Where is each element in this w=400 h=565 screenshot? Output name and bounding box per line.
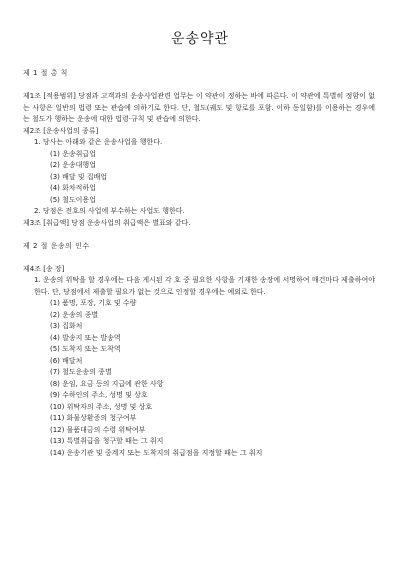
article-4-item: (6) 배달처 xyxy=(50,356,83,365)
article-2-item: (5) 철도이용업 xyxy=(50,195,96,204)
article-4-item: (14) 운송기관 및 중계지 또는 도착지의 취급점을 지정할 때는 그 취지 xyxy=(50,448,263,457)
spacer xyxy=(23,80,375,92)
article-2-item: (1) 운송취급업 xyxy=(50,149,96,158)
article-4-item: (10) 위탁자의 주소, 성명 및 상호 xyxy=(50,402,153,411)
document-title: 운송약관 xyxy=(170,31,230,47)
article-4-item: (4) 발송지 또는 발송역 xyxy=(50,333,121,342)
article-4-item: (3) 집화처 xyxy=(50,322,83,330)
article-2-item: (3) 배달 및 집배업 xyxy=(50,172,108,181)
article-4-item: (1) 품명, 포장, 기호 및 수량 xyxy=(50,299,137,307)
article-3-text: 제3조 [취급액] 당점 운송사업의 취급액은 별표와 같다. xyxy=(23,218,191,227)
article-4-clause-1: 1. 운송의 위탁을 할 경우에는 다음 게시된 각 호 중 필요한 사항을 기재한 송장에 서명하여 매건마다 제출하여야 한다. 단, 당점에서 제출할 필요가 없는 것으로 인정할 경우에는 예외로 한다. xyxy=(34,276,375,296)
article-4-item: (11) 화물상환증의 청구여부 xyxy=(50,414,137,422)
article-4-item: (8) 운임, 요금 등의 지급에 관한 사항 xyxy=(50,379,164,388)
article-2-clause-2: 2. 당점은 전호의 사업에 부수하는 사업도 행한다. xyxy=(34,207,185,215)
article-2-item: (2) 운송대행업 xyxy=(50,161,96,169)
chapter-2-heading: 제 2 절 운송의 인수 xyxy=(23,241,90,250)
article-4-item: (12) 물품대금의 수령 위탁여부 xyxy=(50,425,146,434)
spacer xyxy=(23,229,375,241)
chapter-1-heading: 제 1 절 총 칙 xyxy=(23,69,68,77)
article-2-heading: 제2조 [운송사업의 종류] xyxy=(23,126,99,135)
article-4-item: (13) 특별취급을 청구할 때는 그 취지 xyxy=(50,437,164,445)
article-2-intro: 1. 당사는 아래와 같은 운송사업을 행한다. xyxy=(34,138,163,146)
article-4-heading: 제4조 [송 장] xyxy=(23,264,65,273)
article-1-text: 제1조 [적용범위] 당점과 고객과의 운송사업관련 업무는 이 약관이 정하는 바에 따른다. 이 약관에 특별히 정함이 없는 사항은 일반의 법령 또는 관습에 의하기로 한다. 단, 철도(궤도 및 항로를 포함. 이하 동일함)를 이용하는 경우에는 철도가 행하는 운송에 대한 법령·규칙 및 관습에 의한다. xyxy=(23,92,375,123)
article-2-item: (4) 화차적하업 xyxy=(50,184,96,192)
article-4-item: (7) 철도운송의 종별 xyxy=(50,368,112,376)
article-4-item: (9) 수하인의 주소, 성명 및 상호 xyxy=(50,391,148,399)
spacer xyxy=(23,252,375,264)
article-4-item: (5) 도착지 또는 도착역 xyxy=(50,345,121,353)
document-body xyxy=(23,68,375,459)
article-4-item: (2) 운송의 종별 xyxy=(50,310,99,319)
